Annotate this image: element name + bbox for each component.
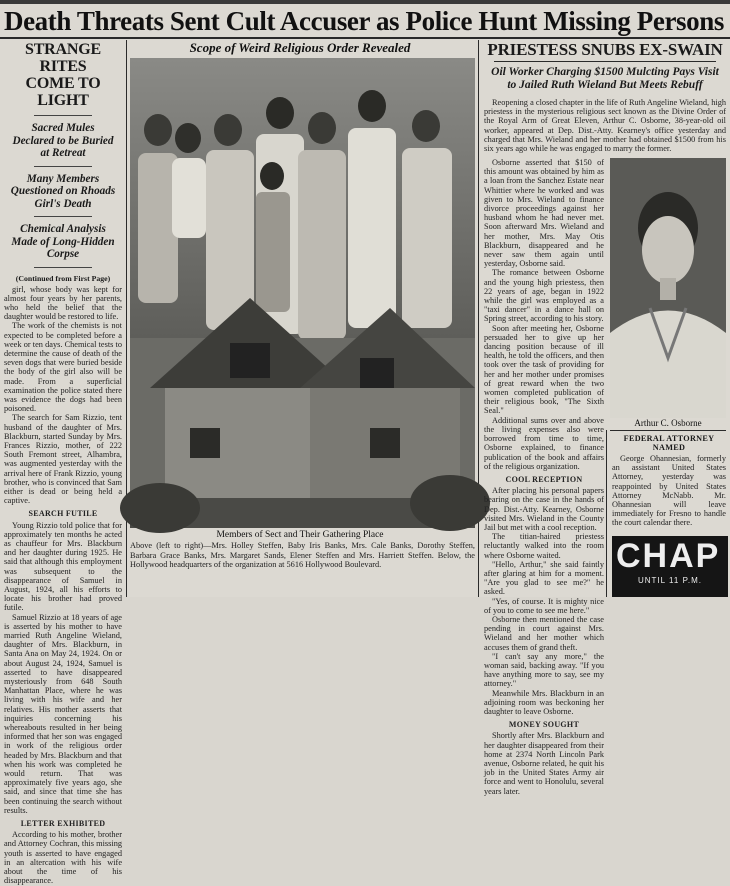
paragraph: "I can't say any more," the woman said, backing away. "If you have anything more to say, see my attorney." bbox=[484, 651, 604, 689]
portrait-caption: Arthur C. Osborne bbox=[634, 418, 702, 428]
right-lead-body bbox=[484, 98, 726, 153]
group-photo bbox=[130, 58, 475, 528]
paragraph: Soon after meeting her, Osborne persuaded her to give up her dancing position because of ill health, he told the officers, and then took over the task of providing for her and her mother under promises of great reward when the two women completed publication of their religious book, "The Sixth Seal." bbox=[484, 323, 604, 416]
federal-attorney-body bbox=[612, 454, 726, 528]
portrait-illustration bbox=[610, 158, 726, 418]
paragraph: The work of the chemists is not expected to be completed before a week or ten days. Chemical tests to determine the cause of death of the seven dogs that were buried beside the body of the girl also will be made. From a superficial examination the police stated there was evidence the dogs had been poisoned. bbox=[4, 321, 122, 414]
paragraph: The search for Sam Rizzio, tent husband of the daughter of Mrs. Blackburn, started Sunday by Mrs. Frances Rizzio, mother, of 222 South Fremont street, Alhambra, was augmented yesterday with the arrival here of Frank Rizzio, young brother, who is convinced that Sam either is dead or being held a captive. bbox=[4, 413, 122, 506]
column-rule-far-right bbox=[606, 430, 607, 597]
separator bbox=[34, 166, 92, 167]
left-deck-1: Sacred Mules Declared to be Buried at Retreat bbox=[12, 122, 114, 159]
right-headline: PRIESTESS SNUBS EX-SWAIN bbox=[487, 40, 723, 59]
top-strip bbox=[0, 0, 730, 4]
banner-headline: Death Threats Sent Cult Accuser as Police Hunt Missing Persons bbox=[4, 6, 724, 36]
subhead-money-sought: MONEY SOUGHT bbox=[508, 720, 580, 730]
paragraph: The titian-haired priestess reluctantly walked into the room where Osborne waited. bbox=[484, 532, 604, 560]
subhead-letter-exhibited: LETTER EXHIBITED bbox=[20, 819, 106, 829]
left-deck-2: Many Members Questioned on Rhoads Girl's Death bbox=[10, 172, 116, 210]
separator bbox=[34, 115, 92, 116]
left-headline-line1: STRANGE RITES bbox=[25, 41, 101, 75]
separator bbox=[34, 216, 92, 217]
advertisement bbox=[612, 536, 728, 597]
separator bbox=[494, 61, 716, 62]
paragraph: The romance between Osborne and the young high priestess, then 22 years of age, began in 1922 while the girl was employed as a "taxi dancer" in a dance hall on Spring street, according to his story. bbox=[484, 268, 604, 324]
photo-caption: Above (left to right)—Mrs. Holley Steffen, Baby Iris Banks, Mrs. Cale Banks, Dorothy Steffen, Barbara Grace Banks, Mrs. Margaret Sands, Elener Steffen and Mrs. Harriett Steffen. Below, the Hollywood headquarters of the organization at 5616 Hollywood Boulevard. bbox=[130, 541, 475, 569]
ad-big-text: CHAP bbox=[616, 537, 721, 575]
photo-illustration bbox=[130, 58, 475, 528]
federal-attorney-headline: FEDERAL ATTORNEY NAMED bbox=[623, 434, 715, 452]
subhead-cool-reception: COOL RECEPTION bbox=[505, 474, 583, 484]
paragraph: Young Rizzio told police that for approximately ten months he acted as chauffeur for Mrs. Blackburn and her daughter during 1925. He said that although this employment was subsequent to the disappearance of Samuel in August, 1924, all his efforts to locate his brother had proved futile. bbox=[4, 520, 122, 613]
photo-caption-title: Members of Sect and Their Gathering Place bbox=[216, 530, 384, 540]
photo-title: Scope of Weird Religious Order Revealed bbox=[189, 40, 411, 55]
paragraph: Osborne then mentioned the case pending in court against Mrs. Wieland and her mother which accuses them of grand theft. bbox=[484, 614, 604, 652]
right-lead bbox=[484, 98, 726, 158]
right-body bbox=[484, 158, 604, 796]
right-column bbox=[484, 158, 604, 796]
left-column bbox=[4, 41, 122, 886]
paragraph: After placing his personal papers bearing on the case in the hands of Dep. Dist.-Atty. Kearney, Osborne visited Mrs. Wieland in the County Jail but met with a cool reception. bbox=[484, 486, 604, 532]
paragraph: "Yes, of course. It is mighty nice of you to come to see me here." bbox=[484, 596, 604, 615]
subhead-search-futile: SEARCH FUTILE bbox=[28, 509, 98, 519]
left-headline bbox=[4, 41, 122, 109]
ad-small-text: UNTIL 11 P.M. bbox=[638, 576, 702, 585]
banner-rule bbox=[0, 37, 730, 39]
left-headline-line2: COME TO LIGHT bbox=[25, 75, 101, 109]
right-deck: Oil Worker Charging $1500 Mulcting Pays Visit to Jailed Ruth Wieland But Meets Rebuff bbox=[491, 66, 719, 91]
paragraph: Reopening a closed chapter in the life of Ruth Angeline Wieland, high priestess in the mysterious religious sect known as the Divine Order of the Royal Arm of Great Eleven, Arthur C. Osborne, 38-year-old oil worker, appeared at Dep. Dist.-Atty. Kearney's office yesterday and charged that Mrs. Wieland and her mother had obtained $1500 from his six years ago while he was engaged to marry the former. bbox=[484, 98, 726, 154]
paragraph: "Hello, Arthur," she said faintly after glaring at him for a moment. "Are you glad to see me?" he asked. bbox=[484, 559, 604, 597]
separator bbox=[34, 267, 92, 268]
paragraph: Samuel Rizzio at 18 years of age is asserted by his mother to have married Ruth Angeline Wieland, daughter of Mrs. Blackburn, in Santa Ana on May 24, 1924. On or about August 24, 1924, Samuel is asserted to have disappeared mysteriously from 648 South Manhattan Place, where he was living with his wife and her relatives. His mother asserts that inquiries concerning his whereabouts resulted in her being informed that her son was engaged in work of the religious order headed by Mrs. Blackburn and that when his work was completed he would return. That was approximately five years ago, she said, and since that time she has been continuing the search without results. bbox=[4, 612, 122, 815]
far-right-column bbox=[612, 434, 726, 534]
paragraph: Shortly after Mrs. Blackburn and her daughter disappeared from their home at 2374 North Lincoln Park avenue, Osborne related, he quit his job in the United States Army air force and went to Honolulu, several years later. bbox=[484, 731, 604, 796]
continued-note: (Continued from First Page) bbox=[15, 273, 111, 283]
paragraph: Osborne asserted that $150 of this amount was obtained by him as a loan from the Sanchez Estate near Whittier where he worked and was given to Mrs. Wieland to finance divorce proceedings against her husband whom he had never met. Soon afterward Mrs. Wieland and her mother, Mrs. May Otis Blackburn, disappeared and he never saw them again until yesterday, Osborne said. bbox=[484, 158, 604, 269]
portrait-photo bbox=[610, 158, 726, 418]
paragraph: Additional sums over and above the living expenses also were borrowed from time to time, Osborne explained, to finance publication of the book and affairs of the religious organization. bbox=[484, 415, 604, 471]
paragraph: girl, whose body was kept for almost four years by her parents, who held the belief that the daughter would be restored to life. bbox=[4, 284, 122, 322]
left-body bbox=[4, 285, 122, 886]
paragraph: Meanwhile Mrs. Blackburn in an adjoining room was beckoning her daughter to leave Osborne. bbox=[484, 688, 604, 716]
portrait-rule bbox=[610, 430, 726, 431]
left-deck-3: Chemical Analysis Made of Long-Hidden Corpse bbox=[11, 223, 115, 260]
paragraph: George Ohannesian, formerly an assistant United States Attorney, yesterday was reappointed by United States Attorney McNabb. Mr. Ohannesian will leave immediately for Fresno to handle the court calendar there. bbox=[612, 454, 726, 528]
paragraph: According to his mother, brother and Attorney Cochran, this missing youth is asserted to have engaged in an altercation with his wife about the time of his disappearance. bbox=[4, 830, 122, 886]
